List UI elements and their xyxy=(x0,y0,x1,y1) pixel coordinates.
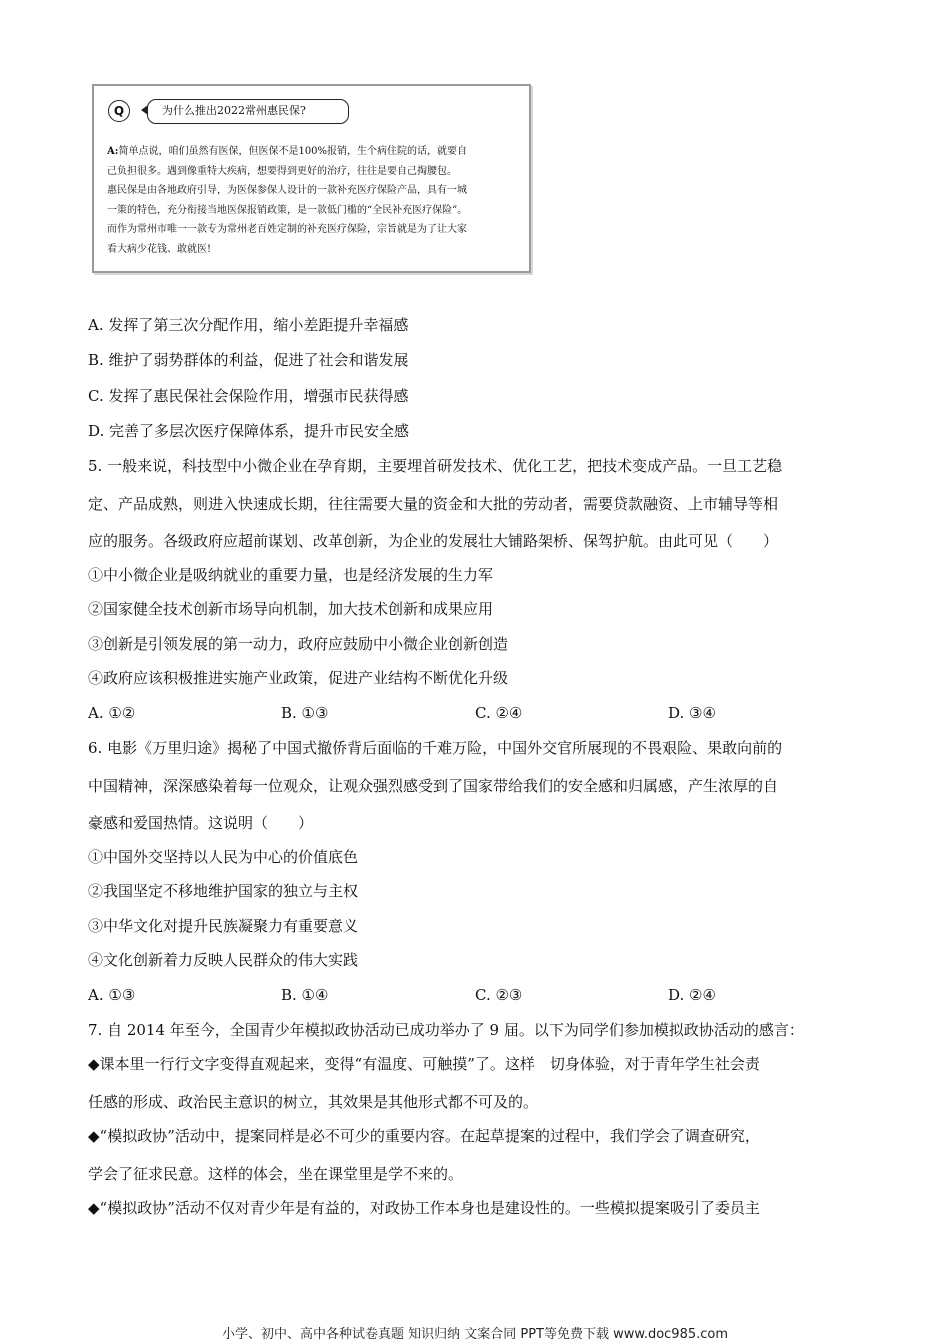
q7-quote-line: ◆“模拟政协”活动中，提案同样是必不可少的重要内容。在起草提案的过程中，我们学会了调查研究， xyxy=(88,1127,760,1145)
answer-line: 己负担很多。遇到像重特大疾病，想要得到更好的治疗，往往是要自己掏腰包。 xyxy=(107,165,457,177)
q6-choice-b: B. ①④ xyxy=(281,986,329,1004)
page-footer: 小学、初中、高中各种试卷真题 知识归纳 文案合同 PPT等免费下载 www.doc985.com xyxy=(221,1327,729,1342)
q7-quote-line: 任感的形成、政治民主意识的树立，其效果是其他形式都不可及的。 xyxy=(88,1093,539,1111)
q4-option-c: C. 发挥了惠民保社会保险作用，增强市民获得感 xyxy=(88,387,409,405)
q6-choice-d: D. ②④ xyxy=(668,986,716,1004)
q6-statement-4: ④文化创新着力反映人民群众的伟大实践 xyxy=(88,951,359,969)
q5-stem-line: 定、产品成熟，则进入快速成长期，往往需要大量的资金和大批的劳动者，需要贷款融资、上市辅导等相 xyxy=(88,495,779,513)
answer-line: 看大病少花钱、敢就医! xyxy=(107,243,212,255)
q5-statement-1: ①中小微企业是吸纳就业的重要力量，也是经济发展的生力军 xyxy=(88,566,494,584)
q5-choice-d: D. ③④ xyxy=(668,704,716,722)
answer-line: 而作为常州市唯一一款专为常州老百姓定制的补充医疗保险，宗旨就是为了让大家 xyxy=(107,224,467,236)
q-circle-icon: Q xyxy=(108,100,130,122)
q6-stem-line: 6. 电影《万里归途》揭秘了中国式撤侨背后面临的千难万险，中国外交官所展现的不畏艰险、果敢向前的 xyxy=(88,739,783,757)
q7-stem-line: 7. 自 2014 年至今，全国青少年模拟政协活动已成功举办了 9 届。以下为同学们参加模拟政协活动的感言： xyxy=(88,1021,804,1039)
q5-choice-a: A. ①② xyxy=(88,704,136,722)
q4-option-a: A. 发挥了第三次分配作用，缩小差距提升幸福感 xyxy=(88,316,409,334)
q6-stem-line: 豪感和爱国热情。这说明（ ） xyxy=(88,814,314,832)
q7-quote-line: ◆“模拟政协”活动不仅对青少年是有益的，对政协工作本身也是建设性的。一些模拟提案吸引了委员主 xyxy=(88,1199,760,1217)
q5-stem-line: 5. 一般来说，科技型中小微企业在孕育期，主要埋首研发技术、优化工艺，把技术变成产品。一旦工艺稳 xyxy=(88,457,783,475)
q6-statement-1: ①中国外交坚持以人民为中心的价值底色 xyxy=(88,848,359,866)
q6-choice-a: A. ①③ xyxy=(88,986,136,1004)
q5-statement-4: ④政府应该积极推进实施产业政策，促进产业结构不断优化升级 xyxy=(88,669,509,687)
q5-stem-line: 应的服务。各级政府应超前谋划、改革创新，为企业的发展壮大铺路架桥、保驾护航。由此可见（ ） xyxy=(88,532,779,550)
q7-quote-line: 学会了征求民意。这样的体会，坐在课堂里是学不来的。 xyxy=(88,1165,464,1183)
q6-statement-2: ②我国坚定不移地维护国家的独立与主权 xyxy=(88,882,359,900)
q6-statement-3: ③中华文化对提升民族凝聚力有重要意义 xyxy=(88,917,359,935)
answer-line: 惠民保是由各地政府引导，为医保参保人设计的一款补充医疗保险产品，具有一城 xyxy=(107,185,467,197)
q6-stem-line: 中国精神，深深感染着每一位观众，让观众强烈感受到了国家带给我们的安全感和归属感，产生浓厚的自 xyxy=(88,777,779,795)
q5-choice-c: C. ②④ xyxy=(475,704,523,722)
q5-statement-3: ③创新是引领发展的第一动力，政府应鼓励中小微企业创新创造 xyxy=(88,635,509,653)
q7-quote-line: ◆课本里一行行文字变得直观起来，变得“有温度、可触摸”了。这样 切身体验，对于青年学生社会责 xyxy=(88,1055,760,1073)
answer-line: 一策的特色，充分衔接当地医保报销政策，是一款低门槛的“全民补充医疗保险”。 xyxy=(107,204,468,216)
q4-option-b: B. 维护了弱势群体的利益，促进了社会和谐发展 xyxy=(88,351,409,369)
q6-choice-c: C. ②③ xyxy=(475,986,523,1004)
answer-line: A:简单点说，咱们虽然有医保，但医保不是100%报销，生个病住院的话，就要自 xyxy=(107,146,468,157)
qa-answer-text xyxy=(107,142,523,260)
q5-statement-2: ②国家健全技术创新市场导向机制，加大技术创新和成果应用 xyxy=(88,600,494,618)
q5-choice-b: B. ①③ xyxy=(281,704,329,722)
question-speech-bubble: 为什么推出2022常州惠民保? xyxy=(147,99,349,124)
q4-option-d: D. 完善了多层次医疗保障体系，提升市民安全感 xyxy=(88,422,410,440)
